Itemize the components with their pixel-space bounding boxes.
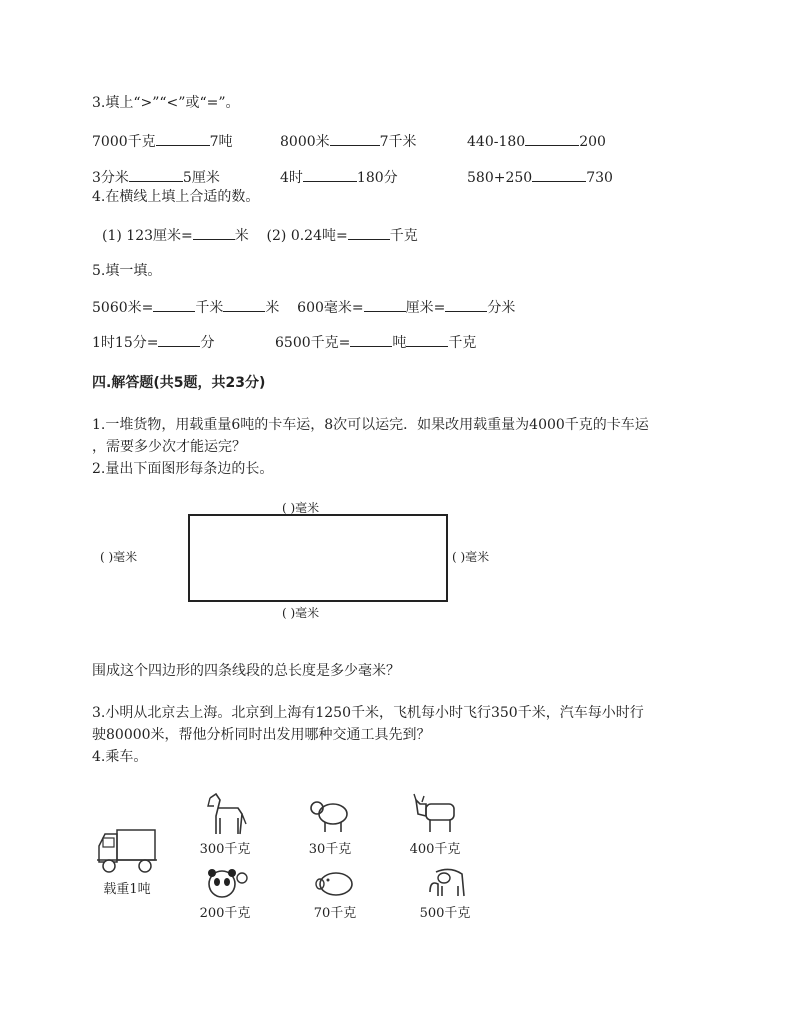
panda-icon bbox=[200, 866, 250, 900]
blank[interactable] bbox=[129, 167, 183, 182]
horse-weight: 300千克 bbox=[199, 842, 251, 857]
q5-r1-b: 千米 bbox=[195, 300, 224, 316]
q4-item1-label: (1) 123厘米= bbox=[102, 228, 193, 244]
animal-pig bbox=[295, 866, 375, 921]
blank[interactable] bbox=[330, 131, 380, 146]
q3-r1-right3: 200 bbox=[579, 134, 606, 150]
label-top: ( )毫米 bbox=[282, 501, 320, 515]
blank[interactable] bbox=[364, 297, 406, 312]
p2-title: 2.量出下面图形每条边的长。 bbox=[92, 461, 274, 477]
blank[interactable] bbox=[303, 167, 357, 182]
truck-label: 载重1吨 bbox=[103, 882, 151, 897]
elephant-weight: 500千克 bbox=[419, 906, 471, 921]
q5-r1-a: 5060米= bbox=[92, 300, 154, 316]
cow-icon bbox=[410, 790, 460, 836]
q3-r2-left3: 580+250 bbox=[467, 170, 533, 186]
label-bottom: ( )毫米 bbox=[282, 606, 320, 620]
q3-r2-left: 3分米 bbox=[92, 170, 129, 186]
blank[interactable] bbox=[156, 131, 210, 146]
q3-r1-left: 7000千克 bbox=[92, 134, 156, 150]
cow-weight: 400千克 bbox=[409, 842, 461, 857]
q3-r1-left2: 8000米 bbox=[280, 134, 330, 150]
q3-row2-item1 bbox=[92, 167, 220, 187]
q3-title: 3.填上“>”“<”或“=”。 bbox=[92, 95, 240, 111]
blank[interactable] bbox=[193, 225, 235, 240]
q5-r1-d: 600毫米= bbox=[297, 300, 364, 316]
q5-r1-e: 厘米= bbox=[405, 300, 446, 316]
q5-r2-b: 分 bbox=[200, 335, 215, 351]
animal-panda bbox=[185, 866, 265, 921]
pig-weight: 70千克 bbox=[313, 906, 357, 921]
q4-item2-unit: 千克 bbox=[389, 228, 418, 244]
q3-row2-item3 bbox=[467, 167, 613, 187]
label-right: ( )毫米 bbox=[452, 550, 490, 564]
q5-row2a bbox=[92, 332, 214, 352]
q5-title: 5.填一填。 bbox=[92, 263, 162, 279]
blank[interactable] bbox=[350, 332, 392, 347]
q3-row1-item3 bbox=[467, 131, 606, 151]
blank[interactable] bbox=[406, 332, 448, 347]
animal-sheep bbox=[290, 790, 370, 857]
panda-weight: 200千克 bbox=[199, 906, 251, 921]
label-left: ( )毫米 bbox=[100, 550, 138, 564]
q3-row1-item2 bbox=[280, 131, 417, 151]
q4-title: 4.在横线上填上合适的数。 bbox=[92, 189, 260, 205]
q5-r1-c: 米 bbox=[265, 300, 280, 316]
blank[interactable] bbox=[532, 167, 586, 182]
p3-line1: 3.小明从北京去上海。北京到上海有1250千米，飞机每小时飞行350千米，汽车每小时行 bbox=[92, 705, 644, 721]
blank[interactable] bbox=[223, 297, 265, 312]
blank[interactable] bbox=[158, 332, 200, 347]
q4-items bbox=[102, 225, 418, 245]
q3-r2-left2: 4时 bbox=[280, 170, 303, 186]
animal-cow bbox=[395, 790, 475, 857]
q5-r2-c: 6500千克= bbox=[275, 335, 351, 351]
horse-icon bbox=[200, 790, 250, 836]
truck bbox=[92, 824, 162, 897]
q3-r2-right: 5厘米 bbox=[182, 170, 220, 186]
elephant-icon bbox=[420, 866, 470, 900]
p1-line1: 1.一堆货物，用载重量6吨的卡车运，8次可以运完．如果改用载重量为4000千克的卡车运 bbox=[92, 417, 649, 433]
blank[interactable] bbox=[348, 225, 390, 240]
q4-item2-label: (2) 0.24吨= bbox=[266, 228, 348, 244]
q3-row2-item2 bbox=[280, 167, 398, 187]
q3-r1-right2: 7千米 bbox=[379, 134, 417, 150]
q5-row2b bbox=[275, 332, 476, 352]
q5-r2-e: 千克 bbox=[448, 335, 477, 351]
q3-row1-item1 bbox=[92, 131, 233, 151]
q3-r2-right3: 730 bbox=[586, 170, 613, 186]
p2-question: 围成这个四边形的四条线段的总长度是多少毫米？ bbox=[92, 663, 400, 679]
blank[interactable] bbox=[525, 131, 579, 146]
q5-row1 bbox=[92, 297, 515, 317]
p1-line2: ，需要多少次才能运完？ bbox=[92, 439, 246, 455]
animal-elephant bbox=[405, 866, 485, 921]
sheep-icon bbox=[305, 790, 355, 836]
animal-horse bbox=[185, 790, 265, 857]
q4-item1-unit: 米 bbox=[234, 228, 249, 244]
p4-title: 4.乘车。 bbox=[92, 749, 148, 765]
q5-r1-f: 分米 bbox=[487, 300, 516, 316]
truck-icon bbox=[95, 824, 159, 876]
blank[interactable] bbox=[445, 297, 487, 312]
q3-r2-right2: 180分 bbox=[356, 170, 398, 186]
q5-r2-a: 1时15分= bbox=[92, 335, 159, 351]
q3-r1-right: 7吨 bbox=[209, 134, 233, 150]
q5-r2-d: 吨 bbox=[392, 335, 407, 351]
rectangle-figure bbox=[188, 514, 448, 602]
p3-line2: 驶80000米，帮他分析同时出发用哪种交通工具先到？ bbox=[92, 727, 431, 743]
pig-icon bbox=[310, 866, 360, 900]
sheep-weight: 30千克 bbox=[308, 842, 352, 857]
section-heading: 四.解答题(共5题，共23分) bbox=[92, 375, 266, 391]
blank[interactable] bbox=[153, 297, 195, 312]
q3-r1-left3: 440-180 bbox=[467, 134, 526, 150]
